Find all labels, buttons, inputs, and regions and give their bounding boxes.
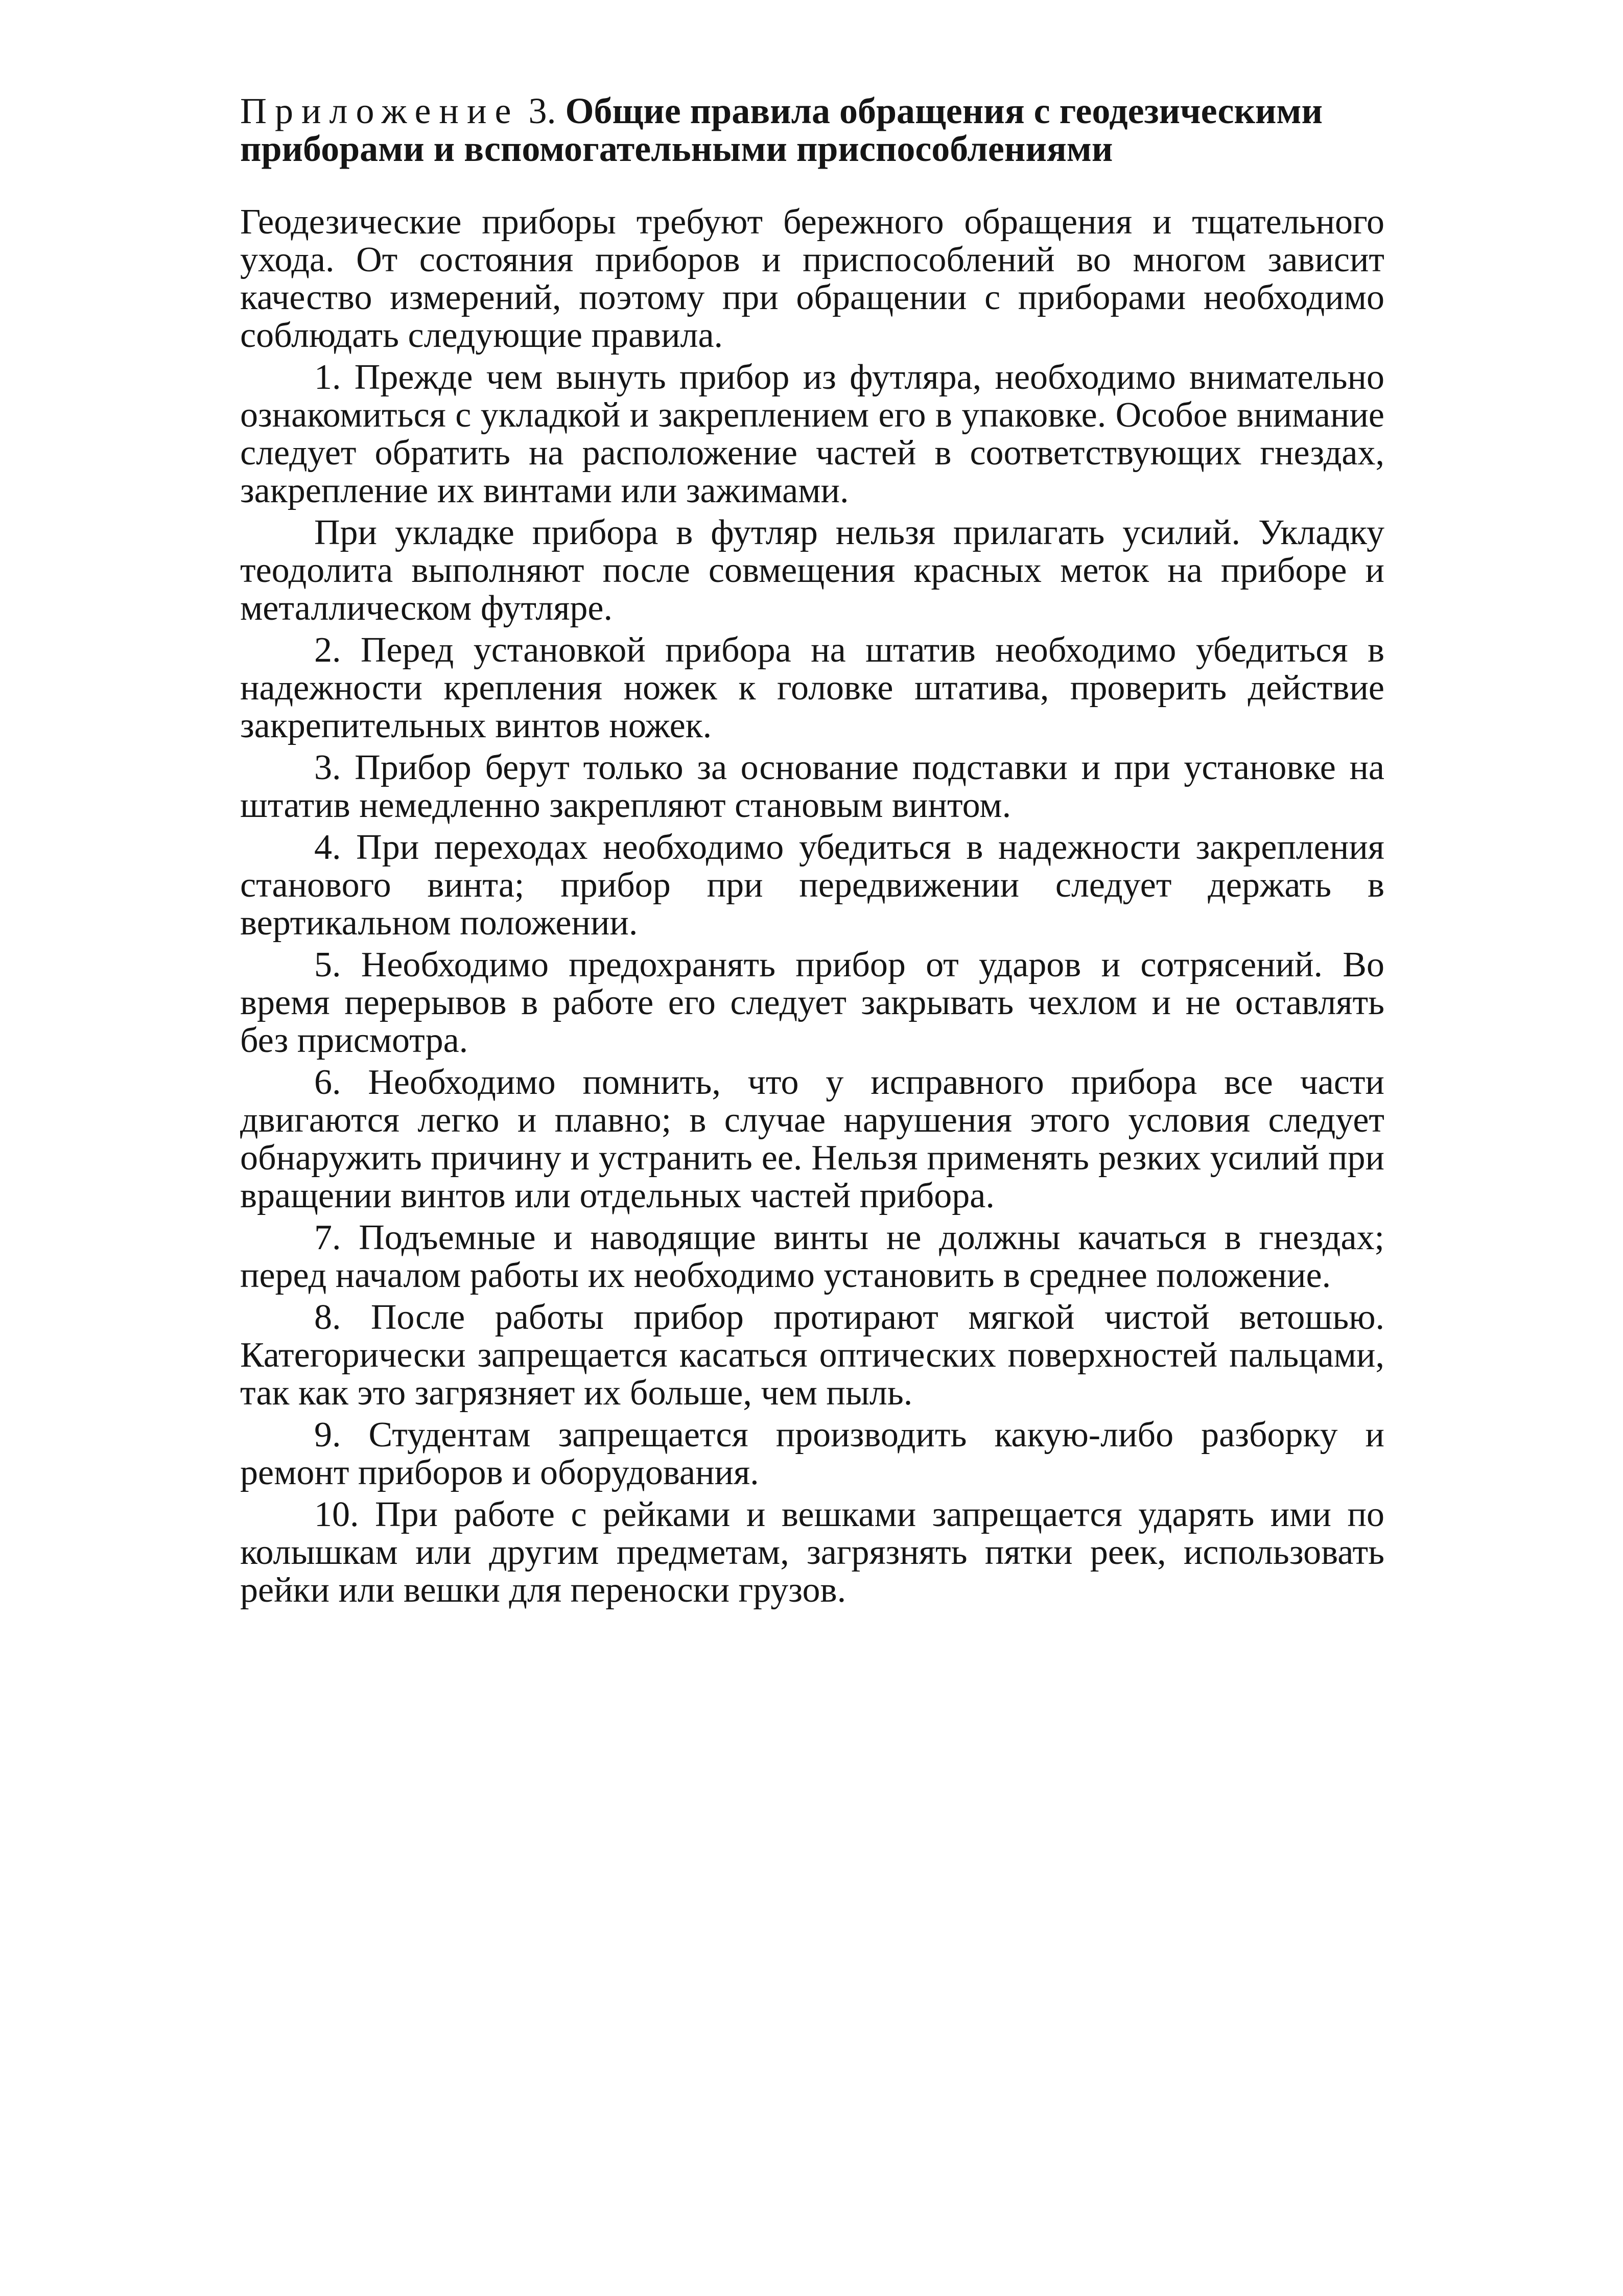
rule-3: 3. Прибор берут только за основание подставки и при установке на штатив немедленно закрепляют становым винтом.: [240, 748, 1384, 825]
rule-8: 8. После работы прибор протирают мягкой чистой ветошью. Категорически запрещается касаться оптических поверхностей пальцами, так как это загрязняет их больше, чем пыль.: [240, 1298, 1384, 1413]
rule-7: 7. Подъемные и наводящие винты не должны качаться в гнездах; перед началом работы их необходимо установить в среднее положение.: [240, 1218, 1384, 1295]
rule-1-note: При укладке прибора в футляр нельзя прилагать усилий. Укладку теодолита выполняют после совмещения красных меток на приборе и металлическом футляре.: [240, 513, 1384, 628]
rule-10: 10. При работе с рейками и вешками запрещается ударять ими по колышкам или другим предметам, загрязнять пятки реек, использовать рейки или вешки для переноски грузов.: [240, 1495, 1384, 1610]
intro-paragraph: Геодезические приборы требуют бережного обращения и тщательного ухода. От состояния приборов и приспособлений во многом зависит качество измерений, поэтому при обращении с приборами необходимо соблюдать следующие правила.: [240, 202, 1384, 355]
rule-1: 1. Прежде чем вынуть прибор из футляра, необходимо внимательно ознакомиться с укладкой и закреплением его в упаковке. Особое внимание следует обратить на расположение частей в соответствующих гнездах, закрепление их винтами или зажимами.: [240, 358, 1384, 510]
appendix-label: Приложение: [240, 90, 520, 131]
document-text: [240, 203, 1384, 1609]
appendix-number: 3.: [528, 90, 556, 131]
rule-2: 2. Перед установкой прибора на штатив необходимо убедиться в надежности крепления ножек к головке штатива, проверить действие закрепительных винтов ножек.: [240, 630, 1384, 745]
rule-5: 5. Необходимо предохранять прибор от ударов и сотрясений. Во время перерывов в работе его следует закрывать чехлом и не оставлять без присмотра.: [240, 945, 1384, 1060]
rule-4: 4. При переходах необходимо убедиться в надежности закрепления станового винта; прибор при передвижении следует держать в вертикальном положении.: [240, 828, 1384, 943]
appendix-heading: Общие правила обращения с геодезическими приборами и вспомогательными приспособлениями: [240, 90, 1323, 169]
rule-6: 6. Необходимо помнить, что у исправного прибора все части двигаются легко и плавно; в случае нарушения этого условия следует обнаружить причину и устранить ее. Нельзя применять резких усилий при вращении винтов или отдельных частей прибора.: [240, 1063, 1384, 1215]
appendix-title: [240, 92, 1384, 168]
rule-9: 9. Студентам запрещается производить какую-либо разборку и ремонт приборов и оборудования.: [240, 1415, 1384, 1492]
document-page: [240, 92, 1384, 1609]
